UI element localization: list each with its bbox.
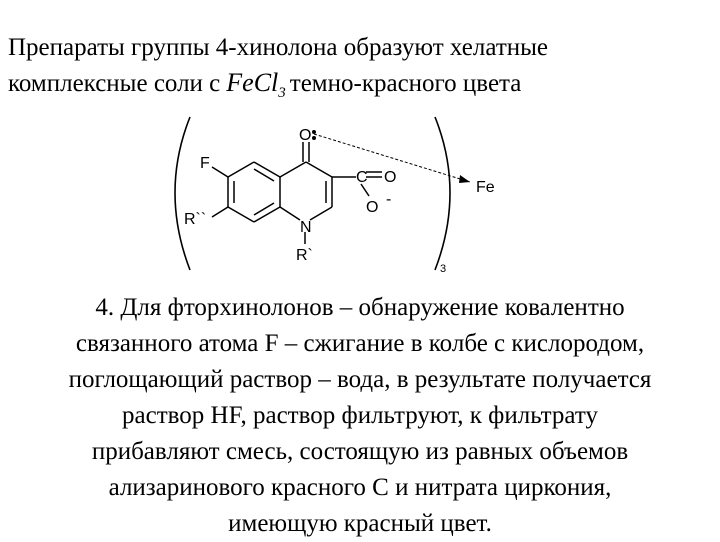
body-line-7: имеющую красный цвет.	[228, 510, 492, 537]
bracket-subscript-3: 3	[440, 263, 447, 275]
lone-pair-dot-1	[312, 130, 316, 134]
label-fe: Fe	[476, 179, 495, 196]
arrow-head	[459, 175, 470, 183]
right-bracket	[435, 117, 450, 270]
body-line-1: 4. Для фторхинолонов – обнаружение ковалентно	[95, 294, 625, 321]
atom-o-hydroxyl: O	[366, 199, 379, 216]
body-line-6: ализаринового красного С и нитрата циркония,	[108, 474, 612, 501]
minus-sign: -	[386, 191, 392, 208]
atom-n: N	[300, 219, 312, 236]
heading-line-2-suffix: темно-красного цвета	[289, 70, 522, 97]
reagent-formula	[226, 68, 286, 102]
body-line-5: прибавляют смесь, состоящую из равных объемов	[91, 438, 629, 465]
body-line-3: поглощающий раствор – вода, в результате получается	[68, 366, 652, 393]
label-r-double-prime: R``	[184, 211, 207, 228]
atom-f: F	[200, 155, 210, 172]
heading-line-2-prefix: комплексные соли с	[8, 70, 221, 97]
ring-bonds	[212, 142, 382, 244]
body-line-4: раствор HF, раствор фильтруют, к фильтрату	[122, 402, 598, 429]
reagent-formula-subscript: 3	[278, 85, 286, 102]
atom-c-carboxyl: C	[356, 169, 368, 186]
reagent-formula-main: FeCl	[226, 68, 279, 97]
quinolone-structure-svg	[160, 112, 520, 277]
quinolone-structure-figure	[160, 112, 520, 277]
body-line-2: связанного атома F – сжигание в колбе с кислородом,	[75, 330, 645, 357]
atom-o-top: O	[299, 127, 312, 144]
heading-line-2	[8, 65, 708, 111]
lone-pair-dot-2	[312, 136, 316, 140]
label-r-prime: R`	[296, 247, 313, 264]
heading-line-1: Препараты группы 4-хинолона образуют хелатные	[8, 34, 549, 61]
left-bracket	[175, 117, 190, 270]
body-paragraph	[20, 290, 700, 542]
heading-text	[8, 30, 708, 111]
atom-o-carbonyl: O	[384, 169, 397, 186]
